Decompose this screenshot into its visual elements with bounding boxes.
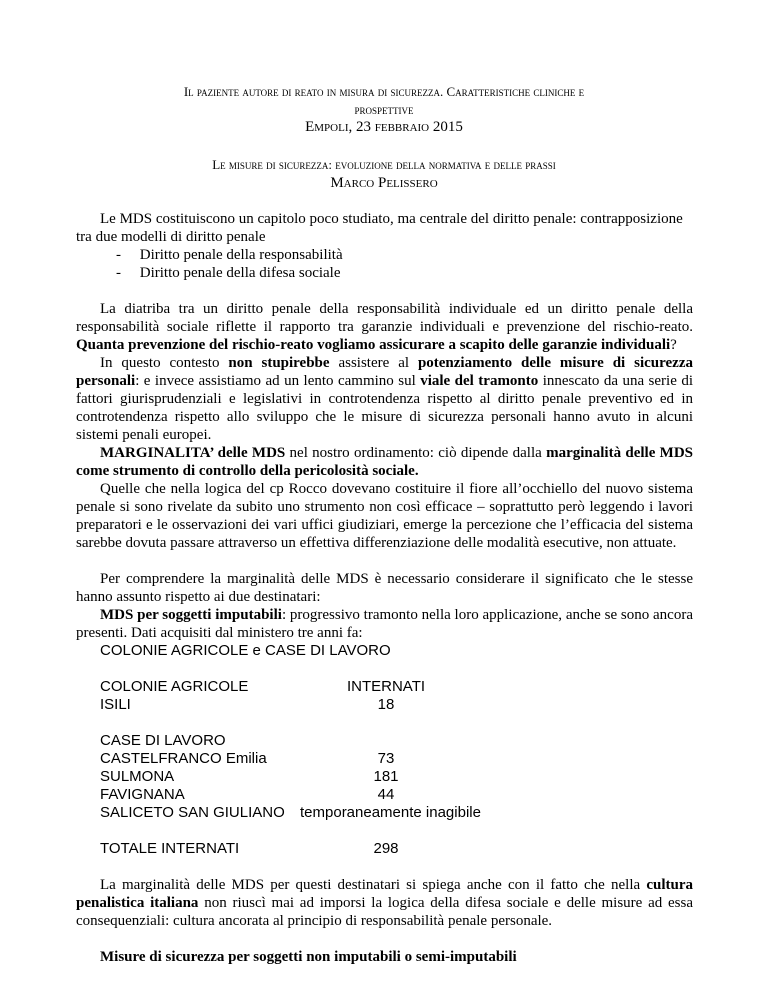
marginalita-paragraph-3: Per comprendere la marginalità delle MDS è necessario considerare il significato che le stesse hanno assunto rispetto ai due destinatari: — [76, 571, 693, 605]
marginalita-bold-2: marginalità delle MDS come strumento di controllo della pericolosità sociale. — [76, 445, 694, 479]
table-row-name: ISILI — [100, 696, 131, 713]
table-row-name: SALICETO SAN GIULIANO — [100, 804, 285, 821]
table-row-value: 181 — [373, 768, 399, 785]
bullet-text: Diritto penale della difesa sociale — [139, 265, 341, 281]
marginalita-bold-1: MARGINALITA’ delle MDS — [100, 445, 286, 461]
group-label: CASE DI LAVORO — [100, 732, 226, 749]
section-heading-text: Misure di sicurezza per soggetti non imputabili o semi-imputabili — [100, 949, 517, 965]
total-value: 298 — [373, 840, 399, 857]
marginalita-paragraph — [76, 444, 693, 480]
cultura-text-2: non riuscì mai ad imporsi la logica della difesa sociale e delle misure ad essa consequenziali: cultura ancorata al principio di responsabilità penale personale. — [76, 895, 693, 929]
table-heading: COLONIE AGRICOLE e CASE DI LAVORO — [100, 642, 391, 659]
doc-author: Marco Pelissero — [330, 175, 438, 191]
contesto-text-3: : e invece assistiamo ad un lento cammino sul — [135, 373, 421, 389]
cultura-paragraph — [76, 876, 693, 930]
table-row-name: FAVIGNANA — [100, 786, 185, 803]
intro-paragraph: Le MDS costituiscono un capitolo poco studiato, ma centrale del diritto penale: contrapposizione tra due modelli di diritto penale — [76, 211, 683, 245]
diatriba-paragraph — [76, 300, 693, 354]
table-row-value: 18 — [377, 696, 395, 713]
column-header: INTERNATI — [346, 678, 426, 695]
group-label: COLONIE AGRICOLE — [100, 678, 249, 695]
bullet-item: - Diritto penale della responsabilità — [116, 247, 343, 263]
contesto-bold-1: non stupirebbe — [228, 355, 330, 371]
imputabili-bold: MDS per soggetti imputabili — [100, 607, 282, 623]
table-row-value: temporaneamente inagibile — [300, 804, 481, 821]
marginalita-paragraph-2: Quelle che nella logica del cp Rocco dovevano costituire il fiore all’occhiello del nuovo sistema penale si sono rivelate da subito uno strumento non così efficace – soprattutto però leggendo i lavori preparatori e le osservazioni dei vari uffici giudiziari, emerge la percezione che l’efficacia del sistema sarebbe dovuta passare attraverso un effettiva differenziazione delle modalità esecutive, non attuate. — [76, 481, 693, 551]
imputabili-paragraph — [76, 606, 693, 642]
cultura-text-1: La marginalità delle MDS per questi destinatari si spiega anche con il fatto che nella — [100, 877, 647, 893]
contesto-text-4: innescato da una serie di fattori giurisprudenziali e legislativi in controtendenza rispetto al diritto penale preventivo ed in controtendenza rispetto allo sviluppo che le misure di sicurezza personali hanno avuto in alcuni sistemi penali europei. — [76, 373, 693, 443]
doc-title-line2: prospettive — [354, 102, 414, 117]
doc-title-line1: Il paziente autore di reato in misura di sicurezza. Caratteristiche cliniche e — [183, 84, 585, 99]
bullet-item: - Diritto penale della difesa sociale — [116, 265, 341, 281]
table-row-value: 73 — [377, 750, 395, 767]
table-row-value: 44 — [377, 786, 395, 803]
contesto-text-2: assistere al — [329, 355, 418, 371]
total-label: TOTALE INTERNATI — [100, 840, 240, 857]
table-row-name: SULMONA — [100, 768, 175, 785]
section-heading — [100, 948, 517, 966]
bullet-text: Diritto penale della responsabilità — [139, 247, 343, 263]
contesto-bold-3: viale del tramonto — [420, 373, 539, 389]
table-row-name: CASTELFRANCO Emilia — [100, 750, 267, 767]
contesto-bold-2: potenziamento delle misure di sicurezza personali — [76, 355, 693, 389]
contesto-paragraph — [76, 354, 693, 444]
diatriba-text: La diatriba tra un diritto penale della responsabilità individuale ed un diritto penale della responsabilità sociale riflette il rapporto tra garanzie individuali e prevenzione del rischio-reato. — [76, 301, 693, 335]
doc-subtitle: Le misure di sicurezza: evoluzione della normativa e delle prassi — [212, 157, 556, 172]
diatriba-end: ? — [670, 337, 677, 353]
diatriba-question: Quanta prevenzione del rischio-reato vogliamo assicurare a scapito delle garanzie individuali — [76, 337, 671, 353]
marginalita-text-1: nel nostro ordinamento: ciò dipende dalla — [285, 445, 547, 461]
doc-place-date: Empoli, 23 febbraio 2015 — [305, 119, 463, 135]
cultura-bold: cultura penalistica italiana — [76, 877, 693, 911]
imputabili-text: : progressivo tramonto nella loro applicazione, anche se sono ancora presenti. Dati acquisiti dal ministero tre anni fa: — [76, 607, 693, 641]
contesto-text-1: In questo contesto — [100, 355, 229, 371]
